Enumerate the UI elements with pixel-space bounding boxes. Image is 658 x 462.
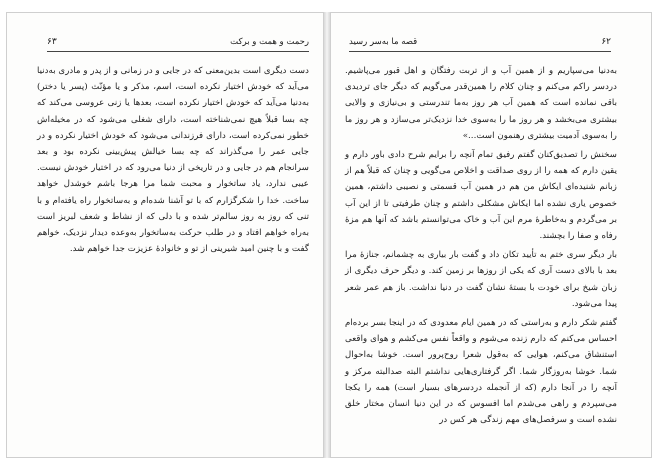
- left-page-header: [47, 35, 309, 49]
- right-paragraph-3: بار دیگر سری ختم به تأیید تکان داد و گفت بار بیاری به چشمانم، جنازهٔ مرا بعد با بالای دست آری که یکی از روزها بر زمین کند. و دیگر حرف دیگری از زبان شیخ برای خودت با بستهٔ نشان گفت در دنیا نداشت. باز هم عمر شعر پیدا می‌شود.: [345, 250, 617, 309]
- right-paragraph-2: سخنش را تصدیق‌کنان گفتم رفیق تمام آنچه را برایم شرح دادی باور دارم و یقین دارم که همه را از روی صداقت و اخلاص می‌گویی و چنان که قبلاً هم از زبانم شنیده‌ای ایکاش من هم در همین آب قسمتی و نصیبی داشتم، همین خصوص یاری نشده اما ایکاش مشکلی داشتم و چنان طرفیتی تا از این آب بر می‌گردم و به‌خاطرهٔ مرم این آب و خاک می‌توانستم باشد که آنها هم مزهٔ رفاه و صفا را بچشند.: [345, 150, 617, 242]
- left-page-title: رحمت و همت و برکت: [230, 37, 309, 47]
- right-paragraph-1: به‌دنیا می‌سپاریم و از همین آب و از تربت رفتگان و اهل قبور می‌پاشیم. دردسر راکم می‌کنم و چنان کلام را همین‌قدر می‌گویم که دیگر جای تردیدی باقی نمانده است که همین آب هر روز به‌ما تندرستی و بی‌نیازی و والایی بیشتری می‌بخشد و هر روز ما را به‌سوی خدا نزدیک‌تر می‌سازد و هر روز ما را به‌سوی آدمیت بیشتری رهنمون است...»: [345, 66, 617, 141]
- right-page: [330, 12, 652, 458]
- left-page-body: [37, 63, 309, 257]
- right-page-title: قصه ما به‌سر رسید: [349, 37, 418, 47]
- left-page-number: ۶۳: [47, 37, 57, 47]
- right-page-body: [345, 63, 617, 428]
- left-page: [6, 12, 324, 458]
- left-paragraph-1: دست دیگری است بدین‌معنی که در جایی و در زمانی و از پدر و مادری به‌دنیا می‌آید که خودش اختیار نکرده است، اسم، مذکر و یا مؤنّث (پسر یا دختر) به‌دنیا می‌آید که خودش اختیار نکرده است، بعدها یا زنی عروسی می‌کند که چه بسا قبلاً هیچ نمی‌شناخته است، دارای شغلی می‌شود که در مخیله‌اش خطور نمی‌کرده است، دارای فرزندانی می‌شود که خودش اختیار نکرده و در جایی عمر را می‌گذراند که چه بسا خیالش پیش‌بینی نکرده بود و بعد سرانجام هم در جایی و در تاریخی از دنیا می‌رود که در اختیار خودش نیست. عیبی ندارد، یاد ساتخوار و محبت شما مرا هرجا باشم خوشدل خواهد ساخت. خدا را شکرگزارم که با تو آشنا شده‌ام و به‌ساتخوار راه یافته‌ام و با تنی که روز به روز سالم‌تر شده و با دلی که از نشاط و شعف لبریز است به‌راه خواهم افتاد و در طلب حرکت به‌ساتخوار به‌وعده دیدار نزدیک، خواهم گفت و با چنین امید شیرینی از تو و خانوادهٔ عزیزت جدا خواهم شد.: [37, 66, 309, 255]
- right-page-number: ۶۲: [601, 37, 611, 47]
- right-paragraph-4: گفتم شکر دارم و به‌راستی که در همین ایام معدودی که در اینجا بسر برده‌ام احساس می‌کنم که دارم زنده می‌شوم و واقعاً نفس می‌کشم و هوای واقعی استنشاق می‌کنم، هوایی که به‌قول شعرا روح‌پرور است. خوشا به‌احوال شما. خوشا به‌روزگار شما. اگر گرفتاری‌هایی نداشتم البته صدالبته مرکز و آنچه را در آنجا دارم (که از آنجمله دردسرهای بسیار است) همه را یکجا می‌سپردم و راهی می‌شدم اما افسوس که در این دنیا انسان مختار خلق نشده است و سرفصل‌های مهم زندگی هر کس در: [345, 318, 617, 426]
- right-page-header: [349, 35, 611, 49]
- left-header-rule: [47, 51, 309, 52]
- right-header-rule: [349, 51, 611, 52]
